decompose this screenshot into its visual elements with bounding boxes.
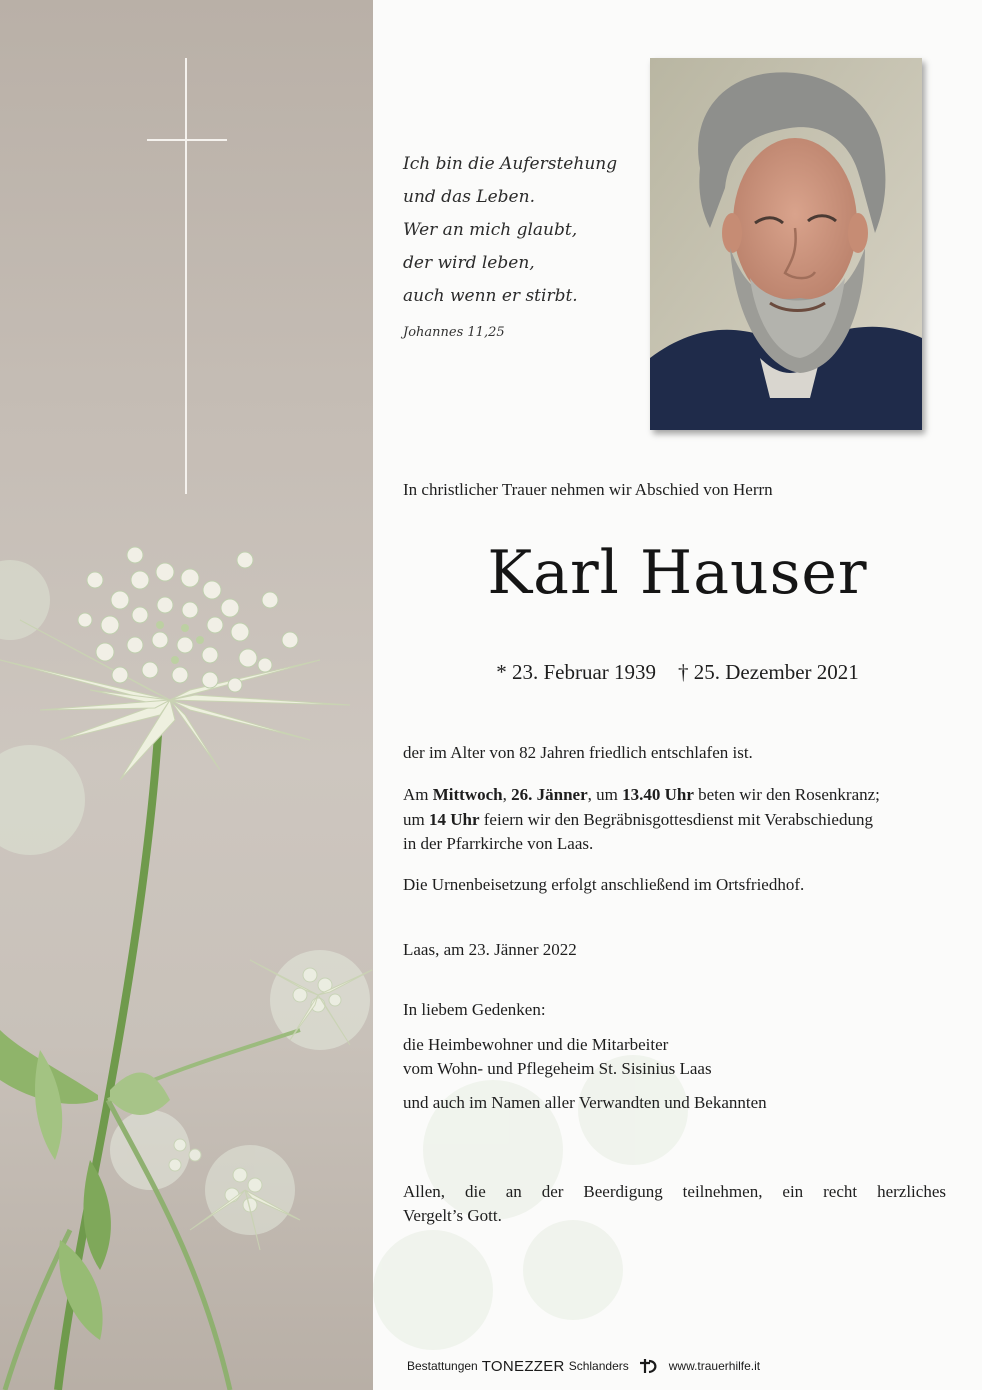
- funeral-line-3: in der Pfarrkirche von Laas.: [403, 834, 594, 853]
- life-dates: [373, 660, 982, 685]
- trauerhilfe-logo-icon: [637, 1357, 659, 1375]
- footer-city: Schlanders: [568, 1359, 629, 1373]
- birth-date: * 23. Februar 1939: [496, 660, 657, 684]
- funeral-line-2: um 14 Uhr feiern wir den Begräbnisgottesdienst mit Verabschiedung: [403, 810, 873, 829]
- footer-url[interactable]: www.trauerhilfe.it: [668, 1359, 761, 1373]
- quote-line: Wer an mich glaubt,: [403, 220, 578, 240]
- place-date: Laas, am 23. Jänner 2022: [403, 940, 577, 959]
- funeral-line-1: Am Mittwoch, 26. Jänner, um 13.40 Uhr beten wir den Rosenkranz;: [403, 785, 880, 804]
- quote-line: auch wenn er stirbt.: [403, 286, 578, 306]
- deceased-name: Karl Hauser: [487, 538, 868, 608]
- footer: [407, 1357, 760, 1375]
- death-date: † 25. Dezember 2021: [678, 660, 859, 684]
- age-line: der im Alter von 82 Jahren friedlich entschlafen ist.: [403, 743, 753, 762]
- footer-brand: TONEZZER: [481, 1357, 565, 1375]
- portrait-photo: [650, 58, 922, 430]
- quote-reference: Johannes 11,25: [403, 325, 505, 340]
- flower-illustration: [0, 0, 373, 1390]
- quote-line: der wird leben,: [403, 253, 535, 273]
- quote-line: Ich bin die Auferstehung: [403, 154, 618, 174]
- mourners-line-1: die Heimbewohner und die Mitarbeiter: [403, 1035, 669, 1054]
- urn-line: Die Urnenbeisetzung erfolgt anschließend im Ortsfriedhof.: [403, 875, 805, 894]
- footer-prefix: Bestattungen: [407, 1359, 478, 1373]
- mourners-line-2: vom Wohn- und Pflegeheim St. Sisinius Laas: [403, 1059, 712, 1078]
- decorative-left-panel: [0, 0, 373, 1390]
- bible-quote: [403, 148, 617, 313]
- thanks-line-1: Allen, die an der Beerdigung teilnehmen, ein recht herzliches: [403, 1182, 946, 1201]
- quote-line: und das Leben.: [403, 187, 535, 207]
- intro-text: In christlicher Trauer nehmen wir Abschied von Herrn: [403, 480, 773, 499]
- memory-heading: In liebem Gedenken:: [403, 1000, 546, 1019]
- thanks-line-2: Vergelt’s Gott.: [403, 1206, 502, 1225]
- thanks-text: [403, 1180, 946, 1228]
- relatives-line: und auch im Namen aller Verwandten und Bekannten: [403, 1093, 767, 1112]
